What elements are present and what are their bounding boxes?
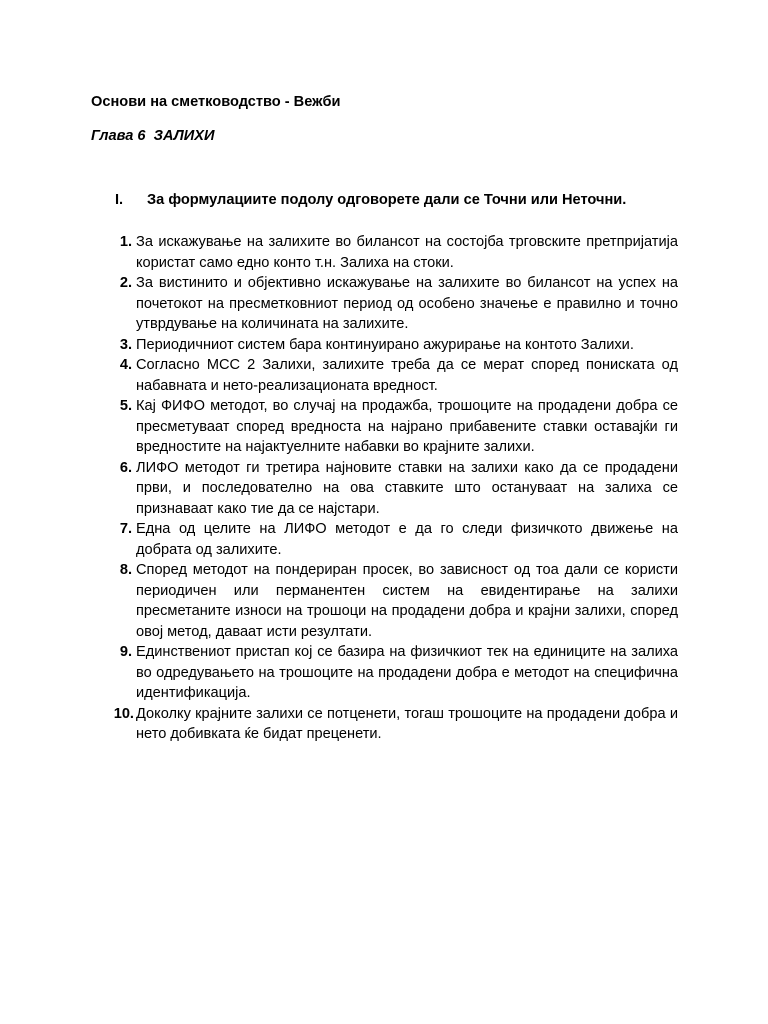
question-number: 7. xyxy=(119,521,132,537)
list-item xyxy=(104,273,678,335)
question-number: 6. xyxy=(119,459,132,476)
list-item xyxy=(104,642,678,704)
question-text: Кај ФИФО методот, во случај на продажба, трошоците на продадени добра се пресметуваат според вредноста на најрано прибавените ставки оставајќи ги вредностите на најактуелните набавки во крајните залихи. xyxy=(136,398,678,455)
list-item xyxy=(104,560,678,642)
question-number: 1. xyxy=(119,234,132,250)
list-item xyxy=(104,355,678,396)
list-item xyxy=(104,335,678,356)
question-text: Согласно МСС 2 Залихи, залихите треба да се мерат според пониската од набавната и нето-реализационата вредност. xyxy=(136,357,678,394)
question-text: Доколку крајните залихи се потценети, тогаш трошоците на продадени добра и нето добивката ќе бидат преценети. xyxy=(136,705,678,742)
list-item xyxy=(104,704,678,745)
question-text: За искажување на залихите во билансот на состојба трговските претпријатија користат само едно конто т.н. Залиха на стоки. xyxy=(136,234,678,271)
question-text: За вистинито и објективно искажување на залихите во билансот на успех на почетокот на пресметковниот период од особено значење е правилно и точно утврдување на количината на залихите. xyxy=(136,275,678,332)
question-number: 2. xyxy=(119,275,132,291)
question-text: Една од целите на ЛИФО методот е да го следи физичкото движење на добрата од залихите. xyxy=(136,521,678,558)
question-number: 8. xyxy=(119,562,132,578)
question-number: 3. xyxy=(119,336,132,353)
list-item xyxy=(104,232,678,273)
section-heading xyxy=(115,191,695,209)
question-text: Според методот на пондериран просек, во зависност од тоа дали се користи периодичен или перманентен систем на евидентирање на залихи пресметаните износи на трошоци на продадени добра и крајни залихи, според овој метод, даваат исти резултати. xyxy=(136,562,678,640)
document-title: Основи на сметководство - Вежби xyxy=(91,94,341,110)
question-number: 4. xyxy=(119,357,132,373)
question-number: 10. xyxy=(113,705,134,722)
question-text: Периодичниот систем бара континуирано ажурирање на контото Залихи. xyxy=(136,336,634,353)
chapter-heading: Глава 6 ЗАЛИХИ xyxy=(91,128,215,144)
question-number: 9. xyxy=(119,644,132,660)
list-item xyxy=(104,458,678,520)
question-text: ЛИФО методот ги третира најновите ставки на залихи како да се продадени први, и последователно на ова ставките што остануваат на залиха се признаваат како тие да се најстари. xyxy=(136,459,678,517)
question-text: Единствениот пристап кој се базира на физичкиот тек на единиците на залиха во одредувањето на трошоците на продадени добра е методот на специфична идентификација. xyxy=(136,644,678,701)
section-heading-text: За формулациите подолу одговорете дали се Точни или Неточни. xyxy=(147,192,627,208)
list-item xyxy=(104,396,678,458)
section-numeral: I. xyxy=(115,192,124,208)
list-item xyxy=(104,519,678,560)
question-list xyxy=(104,232,678,745)
question-number: 5. xyxy=(119,398,132,414)
